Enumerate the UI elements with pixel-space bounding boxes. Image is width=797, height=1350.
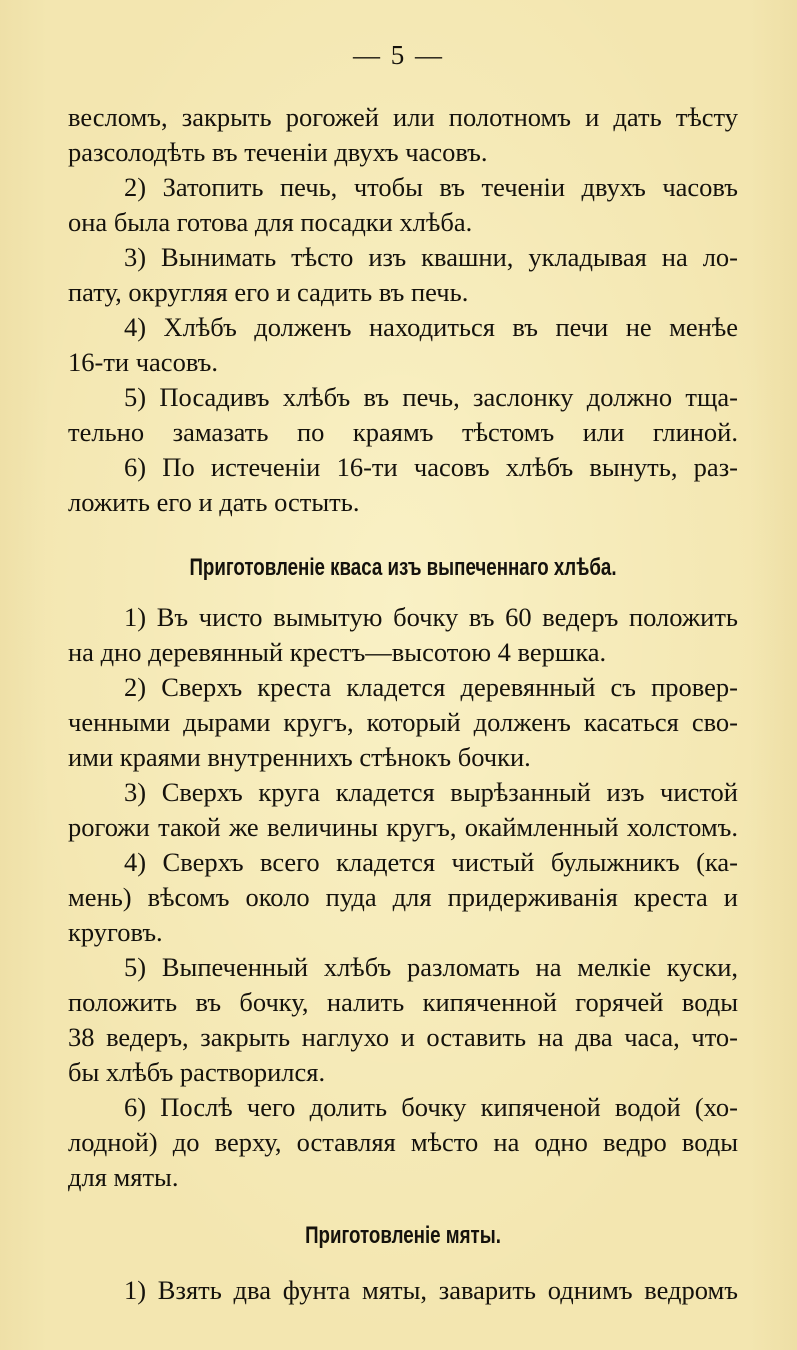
text-line: 4) Хлѣбъ долженъ находиться въ печи не менѣе	[124, 312, 738, 342]
text-line: для мяты.	[68, 1162, 179, 1192]
text-line: пату, округляя его и садить въ печь.	[68, 277, 469, 307]
text-line: мень) вѣсомъ около пуда для придерживанія креста и	[68, 882, 738, 912]
text-line: ложить его и дать остыть.	[68, 487, 360, 517]
section-heading-kvas: Приготовленіе кваса изъ выпеченнаго хлѣба.	[189, 554, 617, 581]
text-line: ими краями внутреннихъ стѣнокъ бочки.	[68, 742, 531, 772]
text-line: лодной) до верху, оставляя мѣсто на одно ведро воды	[68, 1127, 738, 1157]
page-text	[68, 100, 738, 1308]
text-line: весломъ, закрыть рогожей или полотномъ и дать тѣсту	[68, 102, 738, 132]
text-line: рогожи такой же величины кругъ, окаймленный холстомъ.	[68, 812, 738, 842]
text-line: 4) Сверхъ всего кладется чистый булыжникъ (ка-	[124, 847, 738, 877]
section-kvas	[68, 600, 738, 1195]
text-line: 2) Затопить печь, чтобы въ теченіи двухъ часовъ	[124, 172, 738, 202]
text-line: она была готова для посадки хлѣба.	[68, 207, 473, 237]
text-line: на дно деревянный крестъ—высотою 4 вершка.	[68, 637, 607, 667]
text-line: ченными дырами кругъ, который долженъ касаться сво-	[68, 707, 738, 737]
section-myata	[68, 1273, 738, 1308]
text-line: 38 ведеръ, закрыть наглухо и оставить на два часа, что-	[68, 1022, 738, 1052]
text-line: 6) По истеченіи 16-ти часовъ хлѣбъ вынуть, раз-	[124, 452, 738, 482]
text-line: 5) Выпеченный хлѣбъ разломать на мелкіе куски,	[124, 952, 738, 982]
text-line: 1) Взять два фунта мяты, заварить однимъ ведромъ	[124, 1275, 738, 1305]
text-line: положить въ бочку, налить кипяченной горячей воды	[68, 987, 738, 1017]
text-line: 3) Сверхъ круга кладется вырѣзанный изъ чистой	[124, 777, 738, 807]
section-heading-myata: Приготовленіе мяты.	[305, 1222, 501, 1249]
text-line: 3) Вынимать тѣсто изъ квашни, укладывая на ло-	[124, 242, 738, 272]
section-baking	[68, 100, 738, 520]
text-line: круговъ.	[68, 917, 163, 947]
text-line: 2) Сверхъ креста кладется деревянный съ провер-	[124, 672, 738, 702]
text-line: 16-ти часовъ.	[68, 347, 218, 377]
text-line: 1) Въ чисто вымытую бочку въ 60 ведеръ положить	[124, 602, 738, 632]
text-line: 6) Послѣ чего долить бочку кипяченой водой (хо-	[124, 1092, 738, 1122]
text-line: разсолодѣть въ теченіи двухъ часовъ.	[68, 137, 488, 167]
text-line: 5) Посадивъ хлѣбъ въ печь, заслонку должно тща-	[124, 382, 738, 412]
text-line: тельно замазать по краямъ тѣстомъ или глиной.	[68, 417, 738, 447]
page-number: — 5 —	[353, 40, 444, 70]
text-line: бы хлѣбъ растворился.	[68, 1057, 326, 1087]
